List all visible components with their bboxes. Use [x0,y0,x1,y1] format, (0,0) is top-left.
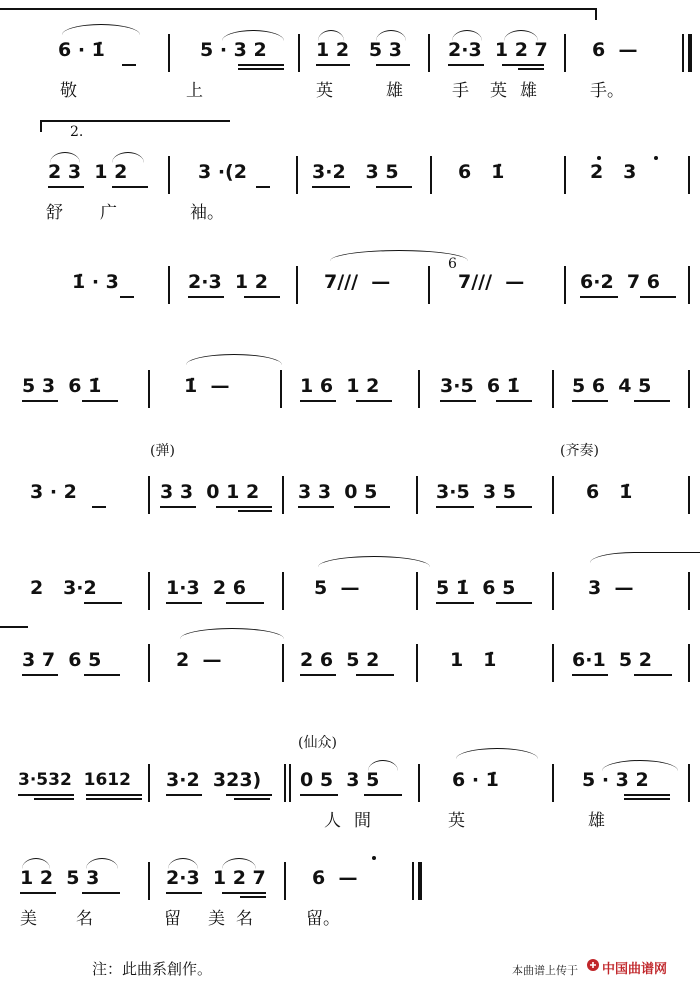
underline [86,798,142,800]
slur [504,30,538,41]
underline [436,506,474,508]
lyric: 上 [186,81,203,101]
mark-qizou: (齐奏) [560,443,599,459]
barline [148,476,150,514]
slur [186,354,282,365]
underline [354,506,390,508]
measure-1-1: 6 · 1̇ [58,39,105,61]
lyric: 广 [100,203,117,223]
measure-1-5: 6 — [592,39,638,61]
underline [82,400,118,402]
lyric: 英 [490,81,507,101]
underline [376,64,410,66]
lyric: 雄 [520,81,537,101]
barline [552,644,554,682]
measure-2-2: 3 ·(2 [198,161,247,183]
lyric: 雄 [386,81,403,101]
underline [312,186,350,188]
measure-2-5: 2 3 [590,161,637,183]
measure-6-4: 5 1̇ 6 5 [436,577,516,599]
measure-5-5: 6 1̇ [586,481,633,503]
slur [456,748,538,759]
underline [166,602,202,604]
underline [298,506,334,508]
measure-5-3: 3 3 0 5 [298,481,378,503]
underline [376,186,412,188]
underline [84,674,120,676]
barline [552,572,554,610]
barline [284,862,286,900]
barline [298,34,300,72]
underline [496,400,532,402]
barline [282,644,284,682]
slur [590,552,700,563]
barline [296,156,298,194]
measure-5-4: 3·5 3 5 [436,481,516,503]
barline [688,370,690,408]
measure-1-2: 5 · 3 2 [200,39,267,61]
measure-7-2: 2 — [176,649,222,671]
measure-6-1: 2 3·2 [30,577,97,599]
barline [688,572,690,610]
measure-2-3: 3·2 3 5 [312,161,399,183]
lyric: 雄 [588,811,605,831]
underline [496,602,532,604]
volta-line-2 [40,120,230,122]
underline [440,400,476,402]
barline [428,34,430,72]
underline [18,794,74,796]
mark-xianzhong: (仙众) [298,735,337,751]
slur [318,30,344,41]
barline [148,572,150,610]
measure-2-4: 6 1̇ [458,161,505,183]
barline [416,572,418,610]
barline [564,156,566,194]
measure-4-4: 3·5 6 1̇ [440,375,520,397]
lyric: 人 [324,811,341,831]
barline [148,764,150,802]
barline [552,764,554,802]
tie-continuation [0,626,28,628]
underline [20,892,56,894]
underline [572,674,608,676]
underline [238,64,284,66]
measure-1-3: 1 2 5 3 [316,39,402,61]
underline [84,602,122,604]
measure-3-4: 7/// — [458,271,525,293]
slur [330,250,468,261]
barline [148,644,150,682]
measure-5-2: 3 3 0 1 2 [160,481,260,503]
source-text: 本曲谱上传于 [512,964,578,977]
underline [86,794,142,796]
underline [634,674,672,676]
lyric: 留 [164,909,181,929]
underline [234,798,270,800]
underline [356,400,392,402]
barline [416,476,418,514]
barline [688,476,690,514]
system-5 [0,472,700,532]
barline [148,370,150,408]
system-7 [0,640,700,700]
system-3 [0,256,700,322]
measure-4-1: 5 3 6 1̇ [22,375,102,397]
lyric: 手 [452,81,469,101]
slur [180,628,284,639]
measure-7-1: 3 7 6 5 [22,649,102,671]
underline [300,400,336,402]
underline [160,506,196,508]
measure-6-5: 3 — [588,577,634,599]
underline [226,794,272,796]
barline [289,764,291,802]
measure-9-1: 1 2 5 3 [20,867,100,889]
lyric: 舒 [46,203,63,223]
lyric: 手。 [590,81,624,101]
volta-hook-2 [40,120,42,132]
barline [552,476,554,514]
slur [318,556,430,567]
barline [282,476,284,514]
slur [168,858,198,869]
underline [34,798,74,800]
barline [168,156,170,194]
underline [82,892,120,894]
barline [284,764,286,802]
underline [300,794,338,796]
lyric: 美 [20,909,37,929]
measure-3-5: 6·2 7 6 [580,271,660,293]
underline [226,602,264,604]
barline [564,34,566,72]
barline [688,764,690,802]
underline [640,296,676,298]
measure-8-2: 3·2 323) [166,769,262,791]
lyric: 名 [76,909,93,929]
barline [688,266,690,304]
measure-4-3: 1 6 1 2 [300,375,380,397]
slur [50,152,80,163]
high-dot [654,156,658,160]
barline [688,644,690,682]
measure-2-1: 2 3 1 2 [48,161,128,183]
underline [300,674,336,676]
slur [222,858,256,869]
underline [122,64,136,66]
lyric: 英 [316,81,333,101]
lyric: 間 [354,811,371,831]
measure-6-2: 1·3 2 6 [166,577,246,599]
final-barline-thick [688,34,692,72]
underline [188,296,224,298]
measure-8-1: 3·532 1612 [18,770,131,790]
measure-8-4: 6 · 1̇ [452,769,499,791]
measure-4-2: 1̇ — [184,375,230,397]
underline [518,68,544,70]
underline [356,674,394,676]
grace-note: 6 [448,256,457,272]
slur [376,30,406,41]
measure-8-5: 5 · 3 2 [582,769,649,791]
measure-5-1: 3 · 2 [30,481,77,503]
underline [448,64,484,66]
slur [222,30,284,41]
measure-6-3: 5 — [314,577,360,599]
slur [602,760,678,771]
barline [418,370,420,408]
measure-4-5: 5 6 4 5 [572,375,652,397]
footnote: 注：此曲系創作。 [92,960,213,978]
barline [430,156,432,194]
site-logo-icon [586,958,600,972]
measure-9-3: 6 — [312,867,358,889]
underline [316,64,350,66]
measure-7-3: 2 6 5 2 [300,649,380,671]
underline [22,674,58,676]
volta-line [0,8,596,10]
underline [256,186,270,188]
measure-3-1: 1̇ · 3 [72,271,119,293]
slur [368,760,398,771]
slur [452,30,482,41]
underline [580,296,618,298]
volta-2-label: 2. [70,124,84,140]
high-dot [372,856,376,860]
high-dot [597,156,601,160]
underline [244,296,280,298]
underline [22,400,58,402]
underline [624,794,670,796]
underline [436,602,474,604]
lyric: 袖。 [190,203,224,223]
underline [222,892,266,894]
barline [428,266,430,304]
underline [166,892,202,894]
barline [416,644,418,682]
lyric: 留。 [306,909,340,929]
underline [166,794,202,796]
underline [120,296,134,298]
barline [168,266,170,304]
system-4 [0,366,700,426]
barline [418,764,420,802]
system-9 [0,858,700,918]
slur [22,858,50,869]
barline [688,156,690,194]
underline [92,506,106,508]
site-brand[interactable]: 中国曲谱网 [602,962,668,977]
underline [48,186,84,188]
measure-7-5: 6·1 5 2 [572,649,652,671]
barline [282,572,284,610]
final-barline [412,862,414,900]
lyric: 英 [448,811,465,831]
mark-tan: (弹) [150,443,175,459]
slur [62,24,140,35]
measure-7-4: 1 1̇ [450,649,497,671]
barline [296,266,298,304]
underline [634,400,670,402]
underline [502,64,544,66]
underline [238,68,284,70]
underline [112,186,148,188]
final-barline-thick [418,862,422,900]
lyric: 美 [208,909,225,929]
slur [112,152,144,163]
underline [496,506,532,508]
underline [572,400,608,402]
underline [364,794,402,796]
underline [240,896,266,898]
system-6 [0,568,700,628]
volta-hook [595,8,597,20]
lyric: 敬 [60,81,77,101]
measure-8-3: 0 5 3 5 [300,769,380,791]
barline [552,370,554,408]
measure-3-3: 7/// — [324,271,391,293]
underline [216,506,272,508]
measure-1-4: 2·3 1 2 7 [448,39,548,61]
barline [280,370,282,408]
measure-9-2: 2·3 1 2 7 [166,867,266,889]
barline [168,34,170,72]
barline [564,266,566,304]
underline [624,798,670,800]
final-barline [682,34,684,72]
measure-3-2: 2·3 1 2 [188,271,268,293]
lyric: 名 [236,909,253,929]
barline [148,862,150,900]
underline [238,510,272,512]
slur [86,858,118,869]
